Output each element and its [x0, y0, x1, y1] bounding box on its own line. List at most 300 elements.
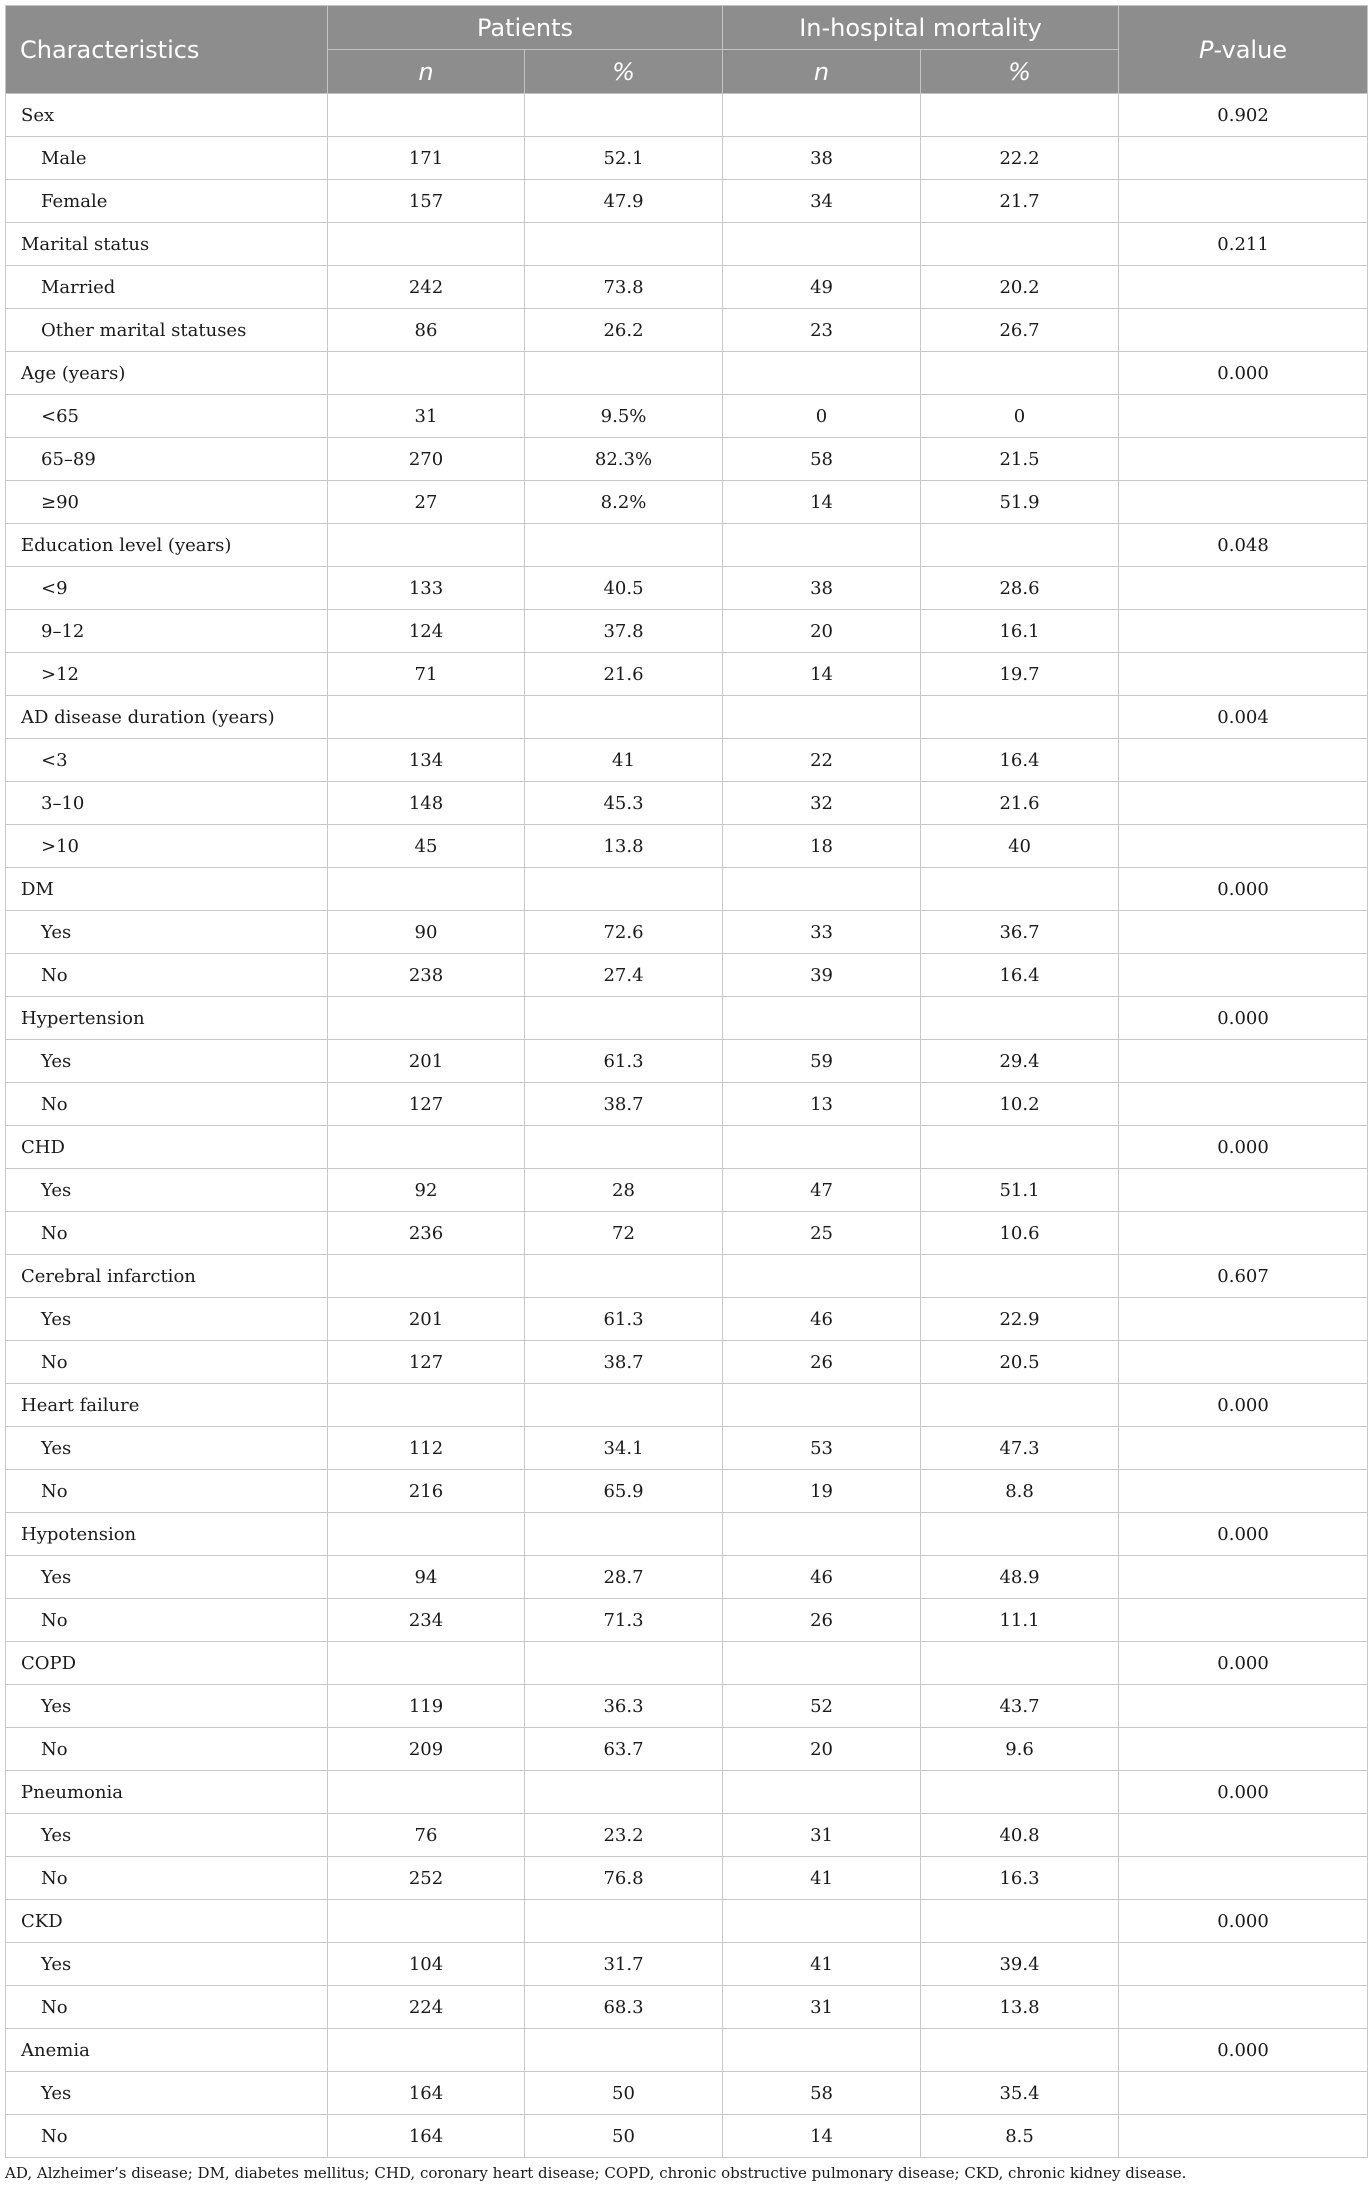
patients-n-cell: 127 — [328, 1341, 525, 1384]
mortality-pct-cell: 29.4 — [921, 1040, 1119, 1083]
patients-n-cell — [328, 352, 525, 395]
p-value-cell — [1119, 911, 1368, 954]
table-row — [6, 395, 1368, 438]
patients-n-cell: 209 — [328, 1728, 525, 1771]
patients-n-cell — [328, 868, 525, 911]
mortality-n-cell — [723, 223, 921, 266]
p-value-cell — [1119, 825, 1368, 868]
p-value-cell: 0.000 — [1119, 1642, 1368, 1685]
p-value-cell — [1119, 2115, 1368, 2158]
table-row — [6, 610, 1368, 653]
patients-n-cell: 134 — [328, 739, 525, 782]
table-row — [6, 653, 1368, 696]
patients-pct-cell: 41 — [525, 739, 723, 782]
p-value-cell — [1119, 180, 1368, 223]
row-label: Female — [6, 180, 328, 223]
mortality-n-cell: 14 — [723, 481, 921, 524]
row-label: CKD — [6, 1900, 328, 1943]
table-row — [6, 1083, 1368, 1126]
mortality-pct-cell: 20.5 — [921, 1341, 1119, 1384]
header-characteristics: Characteristics — [6, 6, 328, 94]
p-value-cell — [1119, 1986, 1368, 2029]
mortality-pct-cell: 22.9 — [921, 1298, 1119, 1341]
patients-n-cell — [328, 1771, 525, 1814]
table-row — [6, 266, 1368, 309]
table-row — [6, 1599, 1368, 1642]
mortality-pct-cell: 0 — [921, 395, 1119, 438]
p-value-cell — [1119, 438, 1368, 481]
mortality-n-cell — [723, 1642, 921, 1685]
patients-pct-cell — [525, 1384, 723, 1427]
mortality-n-cell: 23 — [723, 309, 921, 352]
mortality-pct-cell — [921, 2029, 1119, 2072]
mortality-n-cell: 20 — [723, 1728, 921, 1771]
patients-n-cell: 92 — [328, 1169, 525, 1212]
group-row — [6, 2029, 1368, 2072]
row-label: Cerebral infarction — [6, 1255, 328, 1298]
row-label: Yes — [6, 1169, 328, 1212]
row-label: Yes — [6, 1814, 328, 1857]
table-row — [6, 825, 1368, 868]
group-row — [6, 524, 1368, 567]
patients-n-cell: 127 — [328, 1083, 525, 1126]
patients-n-cell — [328, 524, 525, 567]
table-row — [6, 438, 1368, 481]
patients-pct-cell — [525, 868, 723, 911]
p-value-cell — [1119, 739, 1368, 782]
patients-n-cell: 94 — [328, 1556, 525, 1599]
patients-pct-cell: 72.6 — [525, 911, 723, 954]
table-row — [6, 567, 1368, 610]
mortality-n-cell — [723, 1513, 921, 1556]
row-label: 65–89 — [6, 438, 328, 481]
p-value-cell: 0.607 — [1119, 1255, 1368, 1298]
mortality-pct-cell: 47.3 — [921, 1427, 1119, 1470]
mortality-n-cell: 26 — [723, 1341, 921, 1384]
patients-pct-cell: 28.7 — [525, 1556, 723, 1599]
mortality-n-cell — [723, 2029, 921, 2072]
row-label: Married — [6, 266, 328, 309]
patients-pct-cell: 31.7 — [525, 1943, 723, 1986]
mortality-pct-cell — [921, 1900, 1119, 1943]
table-header — [6, 6, 1368, 94]
patients-pct-cell: 13.8 — [525, 825, 723, 868]
patients-pct-cell — [525, 696, 723, 739]
table-row — [6, 1857, 1368, 1900]
mortality-n-cell — [723, 868, 921, 911]
patients-n-cell — [328, 1642, 525, 1685]
group-row — [6, 223, 1368, 266]
document — [5, 5, 1367, 2182]
mortality-n-cell: 19 — [723, 1470, 921, 1513]
header-p-value — [1119, 6, 1368, 94]
mortality-n-cell: 58 — [723, 438, 921, 481]
patients-n-cell: 119 — [328, 1685, 525, 1728]
mortality-pct-cell: 16.1 — [921, 610, 1119, 653]
mortality-n-cell — [723, 696, 921, 739]
mortality-pct-cell: 26.7 — [921, 309, 1119, 352]
table-row — [6, 180, 1368, 223]
table-row — [6, 1986, 1368, 2029]
patients-n-cell — [328, 1255, 525, 1298]
p-value-cell — [1119, 1212, 1368, 1255]
mortality-pct-cell: 19.7 — [921, 653, 1119, 696]
row-label: Other marital statuses — [6, 309, 328, 352]
p-value-cell — [1119, 481, 1368, 524]
mortality-n-cell: 52 — [723, 1685, 921, 1728]
p-value-cell — [1119, 782, 1368, 825]
group-row — [6, 1255, 1368, 1298]
p-value-cell: 0.211 — [1119, 223, 1368, 266]
mortality-n-cell: 0 — [723, 395, 921, 438]
patients-n-cell: 90 — [328, 911, 525, 954]
row-label: <3 — [6, 739, 328, 782]
patients-pct-cell: 47.9 — [525, 180, 723, 223]
patients-pct-cell — [525, 223, 723, 266]
patients-n-cell: 76 — [328, 1814, 525, 1857]
mortality-n-cell — [723, 1900, 921, 1943]
mortality-pct-cell — [921, 1771, 1119, 1814]
mortality-pct-cell: 16.4 — [921, 954, 1119, 997]
mortality-n-cell: 34 — [723, 180, 921, 223]
patients-n-cell: 236 — [328, 1212, 525, 1255]
patients-n-cell — [328, 223, 525, 266]
mortality-pct-cell — [921, 868, 1119, 911]
header-patients-pct: % — [525, 50, 723, 94]
mortality-n-cell: 39 — [723, 954, 921, 997]
p-value-cell — [1119, 1943, 1368, 1986]
group-row — [6, 1126, 1368, 1169]
patients-pct-cell — [525, 2029, 723, 2072]
patients-pct-cell — [525, 1255, 723, 1298]
header-in-hospital-mortality: In-hospital mortality — [723, 6, 1119, 50]
patients-n-cell — [328, 696, 525, 739]
group-row — [6, 868, 1368, 911]
mortality-n-cell — [723, 352, 921, 395]
patients-n-cell: 164 — [328, 2072, 525, 2115]
patients-n-cell — [328, 94, 525, 137]
p-value-cell — [1119, 567, 1368, 610]
group-row — [6, 1771, 1368, 1814]
p-value-cell: 0.000 — [1119, 997, 1368, 1040]
p-value-cell: 0.000 — [1119, 1384, 1368, 1427]
row-label: <65 — [6, 395, 328, 438]
patients-pct-cell — [525, 1642, 723, 1685]
patients-n-cell: 45 — [328, 825, 525, 868]
table-row — [6, 1341, 1368, 1384]
patients-n-cell — [328, 997, 525, 1040]
patients-pct-cell: 63.7 — [525, 1728, 723, 1771]
patients-pct-cell: 37.8 — [525, 610, 723, 653]
p-value-cell: 0.000 — [1119, 1900, 1368, 1943]
row-label: Yes — [6, 2072, 328, 2115]
table-row — [6, 2072, 1368, 2115]
table-row — [6, 911, 1368, 954]
table-row — [6, 739, 1368, 782]
mortality-pct-cell: 43.7 — [921, 1685, 1119, 1728]
row-label: Male — [6, 137, 328, 180]
table-row — [6, 1685, 1368, 1728]
patients-pct-cell: 50 — [525, 2072, 723, 2115]
patients-pct-cell: 73.8 — [525, 266, 723, 309]
patients-n-cell: 112 — [328, 1427, 525, 1470]
patients-n-cell: 201 — [328, 1298, 525, 1341]
patients-n-cell: 242 — [328, 266, 525, 309]
group-row — [6, 94, 1368, 137]
mortality-pct-cell — [921, 1513, 1119, 1556]
mortality-pct-cell — [921, 352, 1119, 395]
patients-n-cell — [328, 1513, 525, 1556]
table-footnote: AD, Alzheimer’s disease; DM, diabetes mellitus; CHD, coronary heart disease; COPD, chronic obstructive pulmonary disease; CKD, chronic kidney disease. — [5, 2164, 1187, 2182]
mortality-n-cell: 32 — [723, 782, 921, 825]
table-body — [6, 94, 1368, 2158]
patients-pct-cell — [525, 1900, 723, 1943]
mortality-n-cell — [723, 94, 921, 137]
mortality-n-cell: 14 — [723, 653, 921, 696]
patients-pct-cell — [525, 94, 723, 137]
patients-pct-cell — [525, 352, 723, 395]
p-value-cell — [1119, 1556, 1368, 1599]
p-value-cell — [1119, 309, 1368, 352]
row-label: >10 — [6, 825, 328, 868]
p-value-cell: 0.000 — [1119, 868, 1368, 911]
mortality-pct-cell: 11.1 — [921, 1599, 1119, 1642]
mortality-pct-cell: 13.8 — [921, 1986, 1119, 2029]
patients-pct-cell: 72 — [525, 1212, 723, 1255]
row-label: Hypertension — [6, 997, 328, 1040]
p-value-cell: 0.004 — [1119, 696, 1368, 739]
p-value-cell — [1119, 610, 1368, 653]
table-row — [6, 1943, 1368, 1986]
mortality-pct-cell — [921, 524, 1119, 567]
row-label: Yes — [6, 1427, 328, 1470]
p-value-cell: 0.000 — [1119, 1126, 1368, 1169]
row-label: Heart failure — [6, 1384, 328, 1427]
p-value-cell — [1119, 653, 1368, 696]
group-row — [6, 1642, 1368, 1685]
mortality-pct-cell: 40.8 — [921, 1814, 1119, 1857]
mortality-pct-cell — [921, 223, 1119, 266]
patients-pct-cell: 45.3 — [525, 782, 723, 825]
patients-pct-cell: 9.5% — [525, 395, 723, 438]
mortality-n-cell: 46 — [723, 1556, 921, 1599]
mortality-n-cell: 18 — [723, 825, 921, 868]
patients-pct-cell: 34.1 — [525, 1427, 723, 1470]
patients-n-cell: 124 — [328, 610, 525, 653]
row-label: No — [6, 1470, 328, 1513]
patients-n-cell: 148 — [328, 782, 525, 825]
p-value-cell — [1119, 1427, 1368, 1470]
p-value-cell: 0.000 — [1119, 352, 1368, 395]
patients-pct-cell — [525, 1771, 723, 1814]
patients-pct-cell: 61.3 — [525, 1298, 723, 1341]
mortality-n-cell — [723, 524, 921, 567]
mortality-n-cell: 13 — [723, 1083, 921, 1126]
patients-pct-cell: 26.2 — [525, 309, 723, 352]
patients-n-cell: 201 — [328, 1040, 525, 1083]
patients-n-cell: 238 — [328, 954, 525, 997]
mortality-pct-cell — [921, 1384, 1119, 1427]
p-value-cell: 0.048 — [1119, 524, 1368, 567]
row-label: Education level (years) — [6, 524, 328, 567]
mortality-pct-cell: 22.2 — [921, 137, 1119, 180]
patients-n-cell: 86 — [328, 309, 525, 352]
row-label: Yes — [6, 1298, 328, 1341]
mortality-pct-cell: 20.2 — [921, 266, 1119, 309]
mortality-n-cell: 25 — [723, 1212, 921, 1255]
mortality-n-cell — [723, 1384, 921, 1427]
patients-n-cell: 164 — [328, 2115, 525, 2158]
patients-pct-cell: 40.5 — [525, 567, 723, 610]
patients-pct-cell: 27.4 — [525, 954, 723, 997]
p-value-cell: 0.000 — [1119, 1771, 1368, 1814]
table-row — [6, 1040, 1368, 1083]
mortality-pct-cell: 8.8 — [921, 1470, 1119, 1513]
patients-pct-cell — [525, 1126, 723, 1169]
patients-pct-cell: 82.3% — [525, 438, 723, 481]
patients-n-cell: 224 — [328, 1986, 525, 2029]
row-label: Yes — [6, 1556, 328, 1599]
row-label: Sex — [6, 94, 328, 137]
table-row — [6, 1470, 1368, 1513]
patients-pct-cell: 52.1 — [525, 137, 723, 180]
table-row — [6, 1427, 1368, 1470]
patients-n-cell: 171 — [328, 137, 525, 180]
mortality-n-cell: 14 — [723, 2115, 921, 2158]
row-label: CHD — [6, 1126, 328, 1169]
table-row — [6, 137, 1368, 180]
row-label: No — [6, 1083, 328, 1126]
row-label: >12 — [6, 653, 328, 696]
patients-n-cell: 216 — [328, 1470, 525, 1513]
table-row — [6, 1298, 1368, 1341]
patients-pct-cell: 65.9 — [525, 1470, 723, 1513]
row-label: 3–10 — [6, 782, 328, 825]
patients-n-cell: 270 — [328, 438, 525, 481]
table-row — [6, 954, 1368, 997]
mortality-pct-cell: 51.1 — [921, 1169, 1119, 1212]
p-value-cell — [1119, 1341, 1368, 1384]
patients-n-cell — [328, 1900, 525, 1943]
row-label: No — [6, 1341, 328, 1384]
p-value-cell — [1119, 1728, 1368, 1771]
row-label: Marital status — [6, 223, 328, 266]
mortality-n-cell: 58 — [723, 2072, 921, 2115]
patients-pct-cell: 71.3 — [525, 1599, 723, 1642]
table-row — [6, 2115, 1368, 2158]
patients-pct-cell: 21.6 — [525, 653, 723, 696]
characteristics-table — [5, 5, 1368, 2158]
p-value-cell — [1119, 1298, 1368, 1341]
row-label: No — [6, 1857, 328, 1900]
header-p-value-suffix: -value — [1213, 35, 1288, 64]
mortality-pct-cell: 39.4 — [921, 1943, 1119, 1986]
mortality-pct-cell: 51.9 — [921, 481, 1119, 524]
mortality-n-cell: 31 — [723, 1814, 921, 1857]
row-label: Yes — [6, 1040, 328, 1083]
patients-pct-cell: 28 — [525, 1169, 723, 1212]
mortality-n-cell: 26 — [723, 1599, 921, 1642]
row-label: Anemia — [6, 2029, 328, 2072]
patients-n-cell: 234 — [328, 1599, 525, 1642]
mortality-pct-cell — [921, 1126, 1119, 1169]
table-row — [6, 1814, 1368, 1857]
row-label: <9 — [6, 567, 328, 610]
header-patients-n: n — [328, 50, 525, 94]
mortality-pct-cell — [921, 1642, 1119, 1685]
patients-n-cell: 27 — [328, 481, 525, 524]
mortality-pct-cell: 28.6 — [921, 567, 1119, 610]
mortality-n-cell: 59 — [723, 1040, 921, 1083]
mortality-pct-cell — [921, 997, 1119, 1040]
patients-pct-cell: 61.3 — [525, 1040, 723, 1083]
table-row — [6, 782, 1368, 825]
p-value-cell — [1119, 1685, 1368, 1728]
group-row — [6, 696, 1368, 739]
p-value-cell: 0.000 — [1119, 2029, 1368, 2072]
mortality-pct-cell: 21.6 — [921, 782, 1119, 825]
row-label: DM — [6, 868, 328, 911]
row-label: Age (years) — [6, 352, 328, 395]
patients-n-cell: 157 — [328, 180, 525, 223]
patients-pct-cell: 76.8 — [525, 1857, 723, 1900]
patients-n-cell: 133 — [328, 567, 525, 610]
patients-n-cell — [328, 1384, 525, 1427]
table-row — [6, 1728, 1368, 1771]
table-row — [6, 1169, 1368, 1212]
p-value-cell — [1119, 266, 1368, 309]
patients-n-cell: 104 — [328, 1943, 525, 1986]
p-value-cell — [1119, 1599, 1368, 1642]
row-label: No — [6, 2115, 328, 2158]
mortality-pct-cell: 48.9 — [921, 1556, 1119, 1599]
mortality-pct-cell: 9.6 — [921, 1728, 1119, 1771]
row-label: No — [6, 1212, 328, 1255]
group-row — [6, 1384, 1368, 1427]
mortality-n-cell: 47 — [723, 1169, 921, 1212]
patients-pct-cell — [525, 1513, 723, 1556]
mortality-n-cell: 20 — [723, 610, 921, 653]
p-value-cell — [1119, 954, 1368, 997]
mortality-pct-cell — [921, 1255, 1119, 1298]
patients-pct-cell: 38.7 — [525, 1341, 723, 1384]
table-row — [6, 1556, 1368, 1599]
patients-pct-cell — [525, 524, 723, 567]
row-label: Yes — [6, 911, 328, 954]
row-label: No — [6, 1728, 328, 1771]
row-label: Yes — [6, 1943, 328, 1986]
mortality-pct-cell: 10.6 — [921, 1212, 1119, 1255]
p-value-cell — [1119, 1814, 1368, 1857]
mortality-pct-cell: 16.3 — [921, 1857, 1119, 1900]
row-label: Pneumonia — [6, 1771, 328, 1814]
row-label: AD disease duration (years) — [6, 696, 328, 739]
patients-n-cell: 71 — [328, 653, 525, 696]
row-label: ≥90 — [6, 481, 328, 524]
patients-pct-cell: 23.2 — [525, 1814, 723, 1857]
mortality-n-cell — [723, 1771, 921, 1814]
mortality-pct-cell: 36.7 — [921, 911, 1119, 954]
patients-n-cell: 252 — [328, 1857, 525, 1900]
mortality-n-cell: 38 — [723, 567, 921, 610]
row-label: Hypotension — [6, 1513, 328, 1556]
mortality-pct-cell: 21.7 — [921, 180, 1119, 223]
mortality-n-cell — [723, 1255, 921, 1298]
mortality-n-cell: 33 — [723, 911, 921, 954]
patients-pct-cell: 68.3 — [525, 1986, 723, 2029]
mortality-n-cell: 41 — [723, 1943, 921, 1986]
mortality-n-cell: 41 — [723, 1857, 921, 1900]
